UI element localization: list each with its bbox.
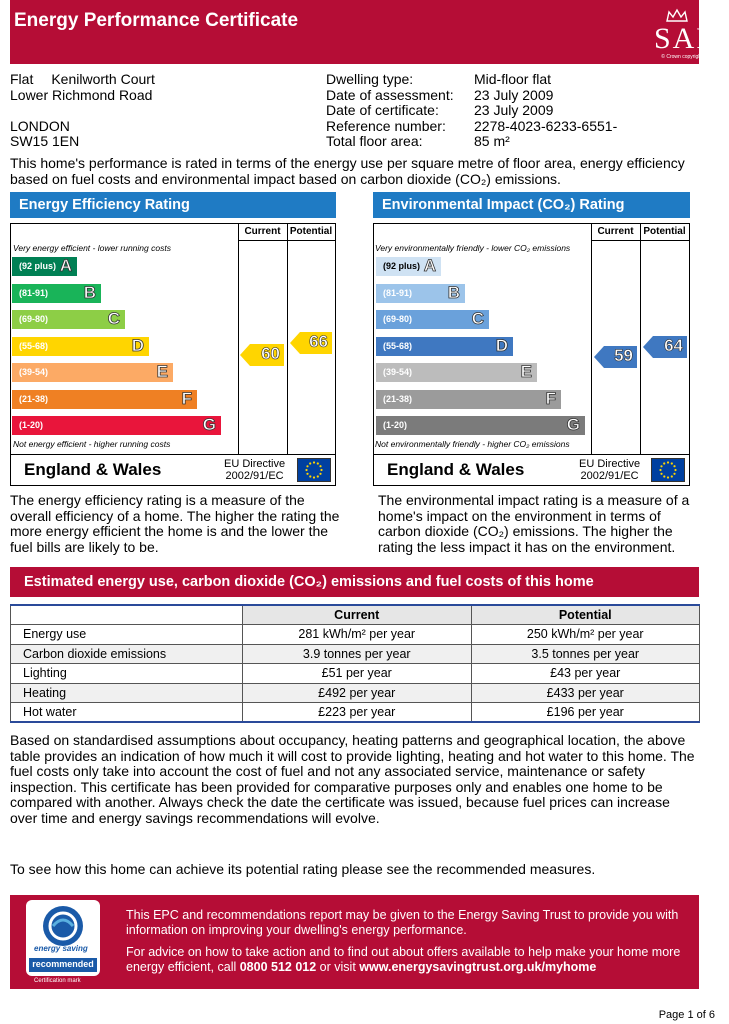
rating-band-f [12, 390, 197, 409]
logo-text: energy saving [34, 944, 88, 953]
divider [640, 223, 641, 455]
band-letter: G [202, 415, 216, 434]
environment-directive [579, 458, 640, 482]
band-range: (81-91) [383, 287, 413, 298]
band-range: (69-80) [19, 314, 49, 324]
band-letter: G [566, 415, 580, 434]
rating-band-e [376, 363, 537, 382]
band-letter: F [545, 388, 556, 408]
efficiency-potential-arrow [290, 332, 332, 354]
band-range: (39-54) [383, 367, 413, 377]
footer-para2-a: For advice on how to take action and to find out about offers available to help make your home more energy efficient, call [126, 945, 681, 974]
efficiency-col-potential: Potential [289, 226, 333, 237]
band-range: (21-38) [383, 393, 413, 404]
rating-value: 59 [614, 345, 633, 365]
table-row [11, 625, 700, 645]
table-row [11, 644, 700, 664]
address-block [10, 72, 155, 150]
energy-saving-logo [20, 898, 106, 986]
efficiency-description: The energy efficiency rating is a measure of the overall efficiency of a home. The higher the rating the more energy efficient the home is and the lower the fuel bills are likely to be. [10, 492, 340, 555]
divider [238, 223, 239, 455]
rating-band-g [12, 416, 221, 435]
environment-top-note: Very environmentally friendly - lower CO₂ emissions [375, 243, 571, 253]
rating-band-g [376, 416, 585, 435]
band-letter: A [59, 256, 72, 275]
band-range: (92 plus) [383, 261, 421, 271]
rating-band-e [12, 363, 173, 382]
band-range: (92 plus) [19, 261, 57, 271]
row-label: Heating [11, 683, 243, 703]
footer-phone[interactable]: 0800 512 012 [239, 960, 317, 974]
row-current: £51 per year [243, 664, 472, 684]
page-number: Page 1 of 6 [658, 1009, 715, 1021]
environment-description: The environmental impact rating is a measure of a home's impact on the environment in terms of carbon dioxide (CO₂) emissions. The higher the rating the less impact it has on the environment. [378, 492, 690, 555]
row-label: Lighting [11, 664, 243, 684]
environment-col-current: Current [597, 226, 634, 237]
address-city: LONDON [10, 117, 70, 134]
band-range: (21-38) [19, 393, 49, 404]
rating-band-b [12, 284, 101, 303]
row-label: Hot water [11, 703, 243, 723]
directive-label: EU Directive [579, 458, 641, 470]
band-range: (55-68) [19, 340, 49, 351]
row-current: £223 per year [243, 703, 472, 723]
see-recommendations-text: To see how this home can achieve its potential rating please see the recommended measures. [10, 861, 596, 877]
band-letter: C [107, 309, 120, 328]
costs-heading: Estimated energy use, carbon dioxide (CO₂) emissions and fuel costs of this home [10, 567, 699, 597]
costs-table [10, 604, 700, 723]
rating-band-b [376, 284, 465, 303]
band-range: (1-20) [19, 420, 44, 430]
efficiency-heading: Energy Efficiency Rating [10, 192, 336, 218]
directive-code: 2002/91/EC [225, 470, 284, 482]
footer-url-link[interactable]: www.energysavingtrust.org.uk/myhome [359, 960, 597, 974]
eu-flag-icon [297, 458, 331, 482]
table-header-row [11, 605, 700, 625]
row-current: 281 kWh/m² per year [243, 625, 472, 645]
sap-copyright: © Crown copyright 2005 [661, 54, 715, 60]
table-row [11, 703, 700, 723]
environment-col-potential: Potential [643, 226, 686, 237]
details-labels [326, 72, 454, 150]
table-row [11, 683, 700, 703]
directive-code: 2002/91/EC [580, 470, 639, 482]
sap-logo: SAP [653, 22, 715, 55]
band-letter: B [83, 282, 96, 302]
intro-text: This home's performance is rated in terms of the energy use per square metre of floor area, energy efficiency based on fuel costs and environmental impact based on carbon dioxide (CO₂) emissions. [10, 155, 685, 187]
band-letter: D [495, 335, 508, 355]
environment-current-arrow [594, 346, 637, 368]
row-label: Carbon dioxide emissions [11, 644, 243, 664]
table-header-blank [11, 605, 243, 625]
row-potential: 3.5 tonnes per year [471, 644, 700, 664]
address-postcode: SW15 1EN [10, 133, 80, 149]
address-line1: Flat [10, 71, 34, 87]
rating-value: 60 [261, 343, 280, 363]
rating-value: 64 [664, 336, 683, 356]
band-letter: A [423, 256, 436, 275]
band-range: (39-54) [19, 367, 49, 377]
band-range: (81-91) [19, 287, 49, 298]
band-letter: E [156, 362, 168, 381]
row-label: Energy use [11, 625, 243, 645]
rating-band-c [12, 310, 125, 329]
table-header-potential: Potential [471, 605, 700, 625]
table-row [11, 664, 700, 684]
footer-para1: This EPC and recommendations report may be given to the Energy Saving Trust to provide you with information on improving your dwelling's energy performance. [126, 908, 679, 937]
detail-value: 85 m² [474, 133, 510, 149]
row-potential: £433 per year [471, 683, 700, 703]
row-potential: £43 per year [471, 664, 700, 684]
logo-subtext: recommended [32, 959, 94, 969]
details-values [474, 72, 617, 150]
rating-band-d [12, 337, 149, 356]
band-letter: F [181, 388, 192, 408]
rating-band-d [376, 337, 513, 356]
row-current: 3.9 tonnes per year [243, 644, 472, 664]
detail-value: 2278-4023-6233-6551- [474, 117, 618, 134]
band-letter: E [520, 362, 532, 381]
row-potential: 250 kWh/m² per year [471, 625, 700, 645]
crown-icon [665, 8, 689, 22]
band-range: (55-68) [383, 340, 413, 351]
divider [591, 223, 592, 455]
footer-text [126, 908, 686, 975]
detail-value: 23 July 2009 [474, 102, 554, 118]
band-letter: C [471, 309, 484, 328]
environment-heading: Environmental Impact (CO₂) Rating [373, 192, 690, 218]
address-line1b: Kenilworth Court [51, 71, 155, 87]
efficiency-region: England & Wales [24, 460, 162, 479]
efficiency-directive [224, 458, 285, 482]
band-letter: D [131, 335, 144, 355]
detail-label: Date of certificate: [326, 102, 439, 118]
band-range: (1-20) [383, 420, 408, 430]
table-header-current: Current [243, 605, 472, 625]
detail-value: 23 July 2009 [474, 86, 554, 103]
rating-band-a [376, 257, 441, 276]
divider [373, 454, 690, 455]
row-current: £492 per year [243, 683, 472, 703]
rating-band-a [12, 257, 77, 276]
detail-label: Reference number: [326, 117, 446, 134]
rating-value: 66 [309, 332, 328, 352]
efficiency-bottom-note: Not energy efficient - higher running costs [13, 439, 171, 449]
rating-band-c [376, 310, 489, 329]
environment-region: England & Wales [387, 460, 525, 479]
rating-band-f [376, 390, 561, 409]
logo-caption: Certification mark [34, 978, 81, 984]
environment-potential-arrow [643, 336, 687, 358]
divider [238, 240, 335, 241]
address-line2: Lower Richmond Road [10, 86, 153, 103]
band-letter: B [447, 282, 460, 302]
efficiency-top-note: Very energy efficient - lower running costs [13, 243, 171, 253]
detail-value: Mid-floor flat [474, 71, 552, 87]
efficiency-col-current: Current [244, 226, 281, 237]
body-text: Based on standardised assumptions about occupancy, heating patterns and geographical location, the above table provides an indication of how much it will cost to provide lighting, heating and hot water to this home. The fuel costs only take into account the cost of fuel and not any associated service, maintenance or safety inspection. This certificate has been provided for comparative purposes only and enables one home to be compared with another. Always check the date the certificate was issued, because fuel prices can increase over time and energy savings recommendations will evolve. [10, 732, 695, 826]
environment-bottom-note: Not environmentally friendly - higher CO₂ emissions [375, 439, 570, 449]
page-title: Energy Performance Certificate [14, 10, 299, 31]
detail-label: Dwelling type: [326, 71, 414, 87]
eu-flag-icon [651, 458, 685, 482]
efficiency-current-arrow [240, 344, 284, 366]
directive-label: EU Directive [224, 458, 286, 470]
footer-para2-b: or visit [316, 960, 360, 974]
footer-para2 [126, 945, 686, 975]
detail-label: Total floor area: [326, 133, 423, 149]
detail-label: Date of assessment: [326, 86, 454, 103]
divider [287, 223, 288, 455]
band-range: (69-80) [383, 314, 413, 324]
divider [10, 454, 336, 455]
row-potential: £196 per year [471, 703, 700, 723]
divider [591, 240, 689, 241]
